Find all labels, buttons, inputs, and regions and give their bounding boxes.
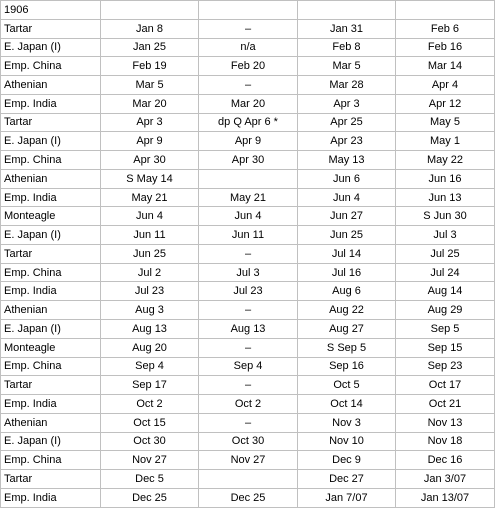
date-cell-col3[interactable]: Aug 22: [298, 301, 396, 320]
ship-name-cell[interactable]: Emp. China: [1, 151, 101, 170]
date-cell-col3[interactable]: Nov 3: [298, 413, 396, 432]
date-cell-col1[interactable]: Oct 30: [101, 432, 199, 451]
date-cell-col3[interactable]: Jun 4: [298, 188, 396, 207]
date-cell-col1[interactable]: Mar 20: [101, 94, 199, 113]
date-cell-col1[interactable]: Sep 17: [101, 376, 199, 395]
date-cell-col2[interactable]: n/a: [199, 38, 298, 57]
ship-name-cell[interactable]: Emp. China: [1, 263, 101, 282]
date-cell-col2[interactable]: –: [199, 376, 298, 395]
date-cell-col1[interactable]: Dec 25: [101, 488, 199, 507]
date-cell-col1[interactable]: Jul 23: [101, 282, 199, 301]
ship-name-cell[interactable]: E. Japan (I): [1, 132, 101, 151]
header-row: [1, 1, 495, 20]
date-cell-col1[interactable]: Aug 20: [101, 338, 199, 357]
schedule-row: [1, 488, 495, 507]
date-cell-col4[interactable]: Apr 12: [396, 94, 495, 113]
date-cell-col4[interactable]: Aug 29: [396, 301, 495, 320]
date-cell-col3[interactable]: Jun 27: [298, 207, 396, 226]
date-cell-col3[interactable]: Jun 6: [298, 169, 396, 188]
date-cell-col3[interactable]: Jan 31: [298, 19, 396, 38]
date-cell-col1[interactable]: Oct 2: [101, 395, 199, 414]
date-cell-col3[interactable]: Jan 7/07: [298, 488, 396, 507]
date-cell-col2[interactable]: Oct 30: [199, 432, 298, 451]
schedule-row: [1, 244, 495, 263]
ship-name-cell[interactable]: Emp. China: [1, 57, 101, 76]
date-cell-col1[interactable]: Oct 15: [101, 413, 199, 432]
date-cell-col4[interactable]: S Jun 30: [396, 207, 495, 226]
date-cell-col3[interactable]: Dec 9: [298, 451, 396, 470]
date-cell-col3[interactable]: Aug 6: [298, 282, 396, 301]
schedule-row: [1, 38, 495, 57]
schedule-row: [1, 301, 495, 320]
ship-name-cell[interactable]: Monteagle: [1, 338, 101, 357]
empty-cell[interactable]: [101, 1, 199, 20]
date-cell-col2[interactable]: Jun 11: [199, 226, 298, 245]
ship-name-cell[interactable]: Emp. India: [1, 188, 101, 207]
date-cell-col4[interactable]: Oct 17: [396, 376, 495, 395]
schedule-row: [1, 432, 495, 451]
date-cell-col1[interactable]: Jun 25: [101, 244, 199, 263]
date-cell-col2[interactable]: Apr 30: [199, 151, 298, 170]
schedule-row: [1, 395, 495, 414]
empty-cell[interactable]: [396, 1, 495, 20]
date-cell-col3[interactable]: Apr 25: [298, 113, 396, 132]
date-cell-col1[interactable]: Mar 5: [101, 76, 199, 95]
empty-cell[interactable]: [199, 1, 298, 20]
date-cell-col1[interactable]: Apr 9: [101, 132, 199, 151]
date-cell-col4[interactable]: Dec 16: [396, 451, 495, 470]
date-cell-col4[interactable]: Jun 16: [396, 169, 495, 188]
date-cell-col2[interactable]: –: [199, 413, 298, 432]
date-cell-col1[interactable]: Aug 3: [101, 301, 199, 320]
date-cell-col4[interactable]: May 1: [396, 132, 495, 151]
schedule-row: [1, 470, 495, 489]
date-cell-col4[interactable]: Jul 3: [396, 226, 495, 245]
date-cell-col3[interactable]: Apr 23: [298, 132, 396, 151]
date-cell-col3[interactable]: Apr 3: [298, 94, 396, 113]
date-cell-col4[interactable]: Mar 14: [396, 57, 495, 76]
date-cell-col3[interactable]: Aug 27: [298, 320, 396, 339]
schedule-row: [1, 169, 495, 188]
schedule-row: [1, 76, 495, 95]
ship-name-cell[interactable]: Tartar: [1, 244, 101, 263]
date-cell-col2[interactable]: Feb 20: [199, 57, 298, 76]
ship-name-cell[interactable]: Tartar: [1, 113, 101, 132]
date-cell-col2[interactable]: dp Q Apr 6 *: [199, 113, 298, 132]
date-cell-col2[interactable]: Nov 27: [199, 451, 298, 470]
schedule-row: [1, 57, 495, 76]
date-cell-col4[interactable]: Nov 13: [396, 413, 495, 432]
date-cell-col2[interactable]: Aug 13: [199, 320, 298, 339]
date-cell-col2[interactable]: –: [199, 19, 298, 38]
schedule-row: [1, 376, 495, 395]
date-cell-col2[interactable]: Jun 4: [199, 207, 298, 226]
date-cell-col3[interactable]: S Sep 5: [298, 338, 396, 357]
date-cell-col4[interactable]: Sep 5: [396, 320, 495, 339]
date-cell-col1[interactable]: Apr 30: [101, 151, 199, 170]
date-cell-col1[interactable]: May 21: [101, 188, 199, 207]
date-cell-col4[interactable]: Sep 15: [396, 338, 495, 357]
date-cell-col1[interactable]: Apr 3: [101, 113, 199, 132]
date-cell-col4[interactable]: Feb 6: [396, 19, 495, 38]
ship-name-cell[interactable]: Tartar: [1, 470, 101, 489]
date-cell-col2[interactable]: Dec 25: [199, 488, 298, 507]
schedule-row: [1, 451, 495, 470]
date-cell-col4[interactable]: Apr 4: [396, 76, 495, 95]
ship-name-cell[interactable]: Emp. China: [1, 357, 101, 376]
date-cell-col4[interactable]: Feb 16: [396, 38, 495, 57]
date-cell-col2[interactable]: Jul 3: [199, 263, 298, 282]
ship-name-cell[interactable]: E. Japan (I): [1, 226, 101, 245]
date-cell-col4[interactable]: Jul 24: [396, 263, 495, 282]
date-cell-col2[interactable]: –: [199, 76, 298, 95]
date-cell-col3[interactable]: Jul 14: [298, 244, 396, 263]
date-cell-col2[interactable]: [199, 169, 298, 188]
date-cell-col3[interactable]: Mar 28: [298, 76, 396, 95]
ship-name-cell[interactable]: Emp. India: [1, 488, 101, 507]
schedule-row: [1, 94, 495, 113]
date-cell-col1[interactable]: Dec 5: [101, 470, 199, 489]
date-cell-col4[interactable]: Jun 13: [396, 188, 495, 207]
date-cell-col2[interactable]: –: [199, 338, 298, 357]
date-cell-col1[interactable]: Jul 2: [101, 263, 199, 282]
date-cell-col2[interactable]: Oct 2: [199, 395, 298, 414]
ship-name-cell[interactable]: Tartar: [1, 376, 101, 395]
date-cell-col4[interactable]: Oct 21: [396, 395, 495, 414]
date-cell-col3[interactable]: Feb 8: [298, 38, 396, 57]
schedule-row: [1, 132, 495, 151]
date-cell-col3[interactable]: Jul 16: [298, 263, 396, 282]
schedule-row: [1, 320, 495, 339]
schedule-row: [1, 207, 495, 226]
date-cell-col4[interactable]: Sep 23: [396, 357, 495, 376]
date-cell-col1[interactable]: Feb 19: [101, 57, 199, 76]
date-cell-col2[interactable]: Sep 4: [199, 357, 298, 376]
date-cell-col1[interactable]: Jun 4: [101, 207, 199, 226]
empty-cell[interactable]: [298, 1, 396, 20]
date-cell-col4[interactable]: Aug 14: [396, 282, 495, 301]
ship-name-cell[interactable]: Monteagle: [1, 207, 101, 226]
date-cell-col3[interactable]: Oct 5: [298, 376, 396, 395]
schedule-row: [1, 226, 495, 245]
schedule-row: [1, 357, 495, 376]
date-cell-col1[interactable]: Aug 13: [101, 320, 199, 339]
date-cell-col3[interactable]: Dec 27: [298, 470, 396, 489]
date-cell-col3[interactable]: May 13: [298, 151, 396, 170]
date-cell-col2[interactable]: [199, 470, 298, 489]
date-cell-col1[interactable]: S May 14: [101, 169, 199, 188]
schedule-row: [1, 263, 495, 282]
ship-name-cell[interactable]: Athenian: [1, 301, 101, 320]
schedule-row: [1, 413, 495, 432]
ship-name-cell[interactable]: Athenian: [1, 76, 101, 95]
date-cell-col2[interactable]: –: [199, 244, 298, 263]
date-cell-col4[interactable]: May 22: [396, 151, 495, 170]
schedule-row: [1, 151, 495, 170]
schedule-row: [1, 282, 495, 301]
ship-name-cell[interactable]: Athenian: [1, 413, 101, 432]
date-cell-col4[interactable]: Jul 25: [396, 244, 495, 263]
ship-name-cell[interactable]: Athenian: [1, 169, 101, 188]
ship-name-cell[interactable]: Emp. China: [1, 451, 101, 470]
date-cell-col3[interactable]: Nov 10: [298, 432, 396, 451]
ship-name-cell[interactable]: E. Japan (I): [1, 38, 101, 57]
date-cell-col1[interactable]: Nov 27: [101, 451, 199, 470]
date-cell-col3[interactable]: Mar 5: [298, 57, 396, 76]
date-cell-col2[interactable]: Jul 23: [199, 282, 298, 301]
date-cell-col2[interactable]: Mar 20: [199, 94, 298, 113]
schedule-body: [1, 1, 495, 508]
date-cell-col1[interactable]: Jan 25: [101, 38, 199, 57]
date-cell-col4[interactable]: May 5: [396, 113, 495, 132]
date-cell-col3[interactable]: Jun 25: [298, 226, 396, 245]
date-cell-col4[interactable]: Nov 18: [396, 432, 495, 451]
schedule-row: [1, 19, 495, 38]
date-cell-col4[interactable]: Jan 3/07: [396, 470, 495, 489]
ship-name-cell[interactable]: Tartar: [1, 19, 101, 38]
date-cell-col2[interactable]: May 21: [199, 188, 298, 207]
date-cell-col2[interactable]: –: [199, 301, 298, 320]
date-cell-col4[interactable]: Jan 13/07: [396, 488, 495, 507]
ship-name-cell[interactable]: E. Japan (I): [1, 432, 101, 451]
date-cell-col1[interactable]: Jan 8: [101, 19, 199, 38]
ship-name-cell[interactable]: Emp. India: [1, 395, 101, 414]
date-cell-col2[interactable]: Apr 9: [199, 132, 298, 151]
date-cell-col3[interactable]: Sep 16: [298, 357, 396, 376]
date-cell-col3[interactable]: Oct 14: [298, 395, 396, 414]
ship-name-cell[interactable]: E. Japan (I): [1, 320, 101, 339]
date-cell-col1[interactable]: Jun 11: [101, 226, 199, 245]
date-cell-col1[interactable]: Sep 4: [101, 357, 199, 376]
schedule-row: [1, 188, 495, 207]
ship-name-cell[interactable]: Emp. India: [1, 282, 101, 301]
year-cell[interactable]: 1906: [1, 1, 101, 20]
schedule-row: [1, 113, 495, 132]
schedule-row: [1, 338, 495, 357]
ship-name-cell[interactable]: Emp. India: [1, 94, 101, 113]
